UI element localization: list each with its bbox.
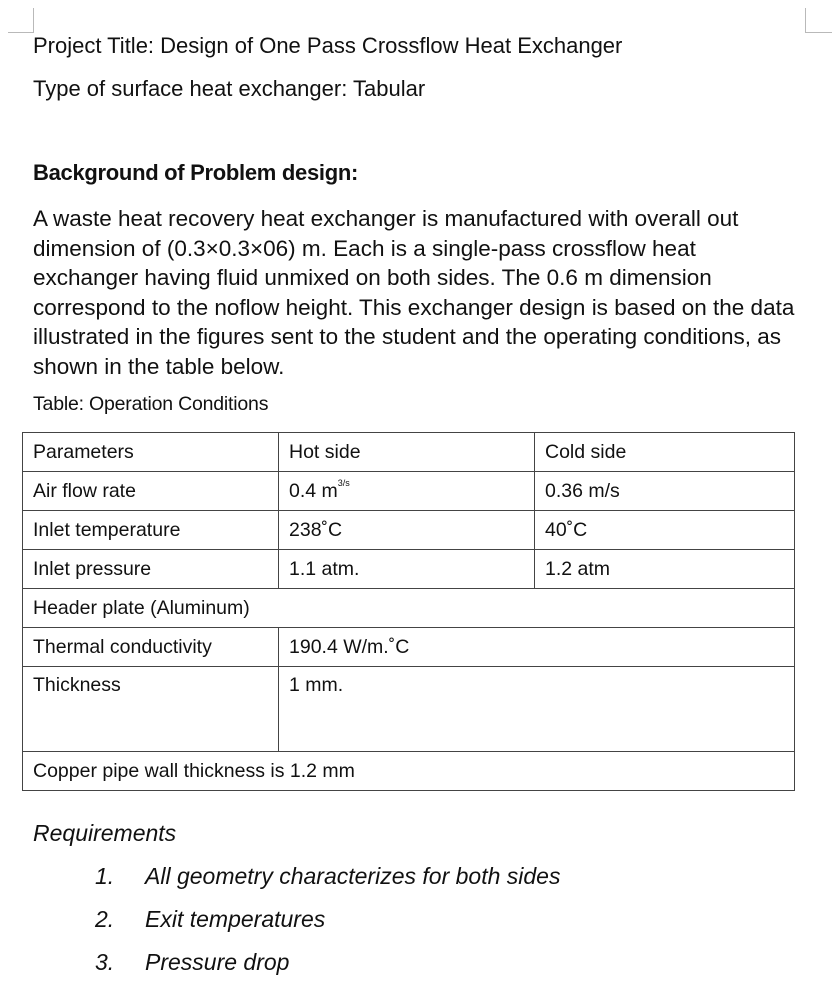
margin-corner-top-left	[8, 8, 34, 33]
table-row	[23, 628, 795, 667]
table-row	[23, 667, 795, 752]
operation-conditions-table	[22, 432, 795, 791]
project-title: Project Title: Design of One Pass Crossflow Heat Exchanger	[33, 33, 623, 58]
table-row	[23, 472, 795, 511]
cell-cold: 1.2 atm	[535, 550, 795, 589]
thickness-value: 1 mm.	[279, 667, 535, 752]
thermal-conductivity-value: 190.4 W/m.˚C	[279, 628, 535, 667]
item-number: 2.	[95, 906, 115, 932]
item-text: Exit temperatures	[145, 906, 326, 932]
table-row	[23, 511, 795, 550]
item-number: 1.	[95, 863, 115, 889]
list-item	[95, 863, 560, 906]
header-cold-side: Cold side	[535, 433, 795, 472]
requirements-heading: Requirements	[33, 820, 177, 846]
cell-hot: 238˚C	[279, 511, 535, 550]
item-text: All geometry characterizes for both sides	[145, 863, 561, 889]
cell-hot	[279, 472, 535, 511]
cell-cold: 40˚C	[535, 511, 795, 550]
background-heading: Background of Problem design:	[33, 160, 358, 185]
requirements-list	[95, 863, 560, 992]
table-row	[23, 550, 795, 589]
cell-parameter: Inlet pressure	[23, 550, 279, 589]
list-item	[95, 906, 560, 949]
hot-unit-superscript: 3/s	[337, 477, 350, 488]
copper-note-cell: Copper pipe wall thickness is 1.2 mm	[23, 752, 795, 791]
header-plate-cell: Header plate (Aluminum)	[23, 589, 795, 628]
hot-value: 0.4 m	[289, 479, 338, 502]
copper-note-row	[23, 752, 795, 791]
header-plate-row	[23, 589, 795, 628]
thermal-conductivity-label: Thermal conductivity	[23, 628, 279, 667]
margin-corner-top-right	[805, 8, 832, 33]
empty-cell	[535, 667, 795, 752]
empty-cell	[535, 628, 795, 667]
header-hot-side: Hot side	[279, 433, 535, 472]
item-text: Pressure drop	[145, 949, 290, 975]
cell-hot: 1.1 atm.	[279, 550, 535, 589]
item-number: 3.	[95, 949, 115, 975]
thickness-label: Thickness	[23, 667, 279, 752]
surface-type: Type of surface heat exchanger: Tabular	[33, 76, 426, 101]
cell-parameter: Air flow rate	[23, 472, 279, 511]
cell-parameter: Inlet temperature	[23, 511, 279, 550]
cell-cold: 0.36 m/s	[535, 472, 795, 511]
background-paragraph: A waste heat recovery heat exchanger is manufactured with overall out dimension of (0.3×0.3×06) m. Each is a single-pass crossflow heat exchanger having fluid unmixed on both sides. The 0.6 m dimension correspond to the noflow height. This exchanger design is based on the data illustrated in the figures sent to the student and the operating conditions, as shown in the table below.	[33, 206, 795, 379]
header-parameters: Parameters	[23, 433, 279, 472]
table-caption: Table: Operation Conditions	[33, 393, 269, 415]
list-item	[95, 949, 560, 992]
table-header-row	[23, 433, 795, 472]
